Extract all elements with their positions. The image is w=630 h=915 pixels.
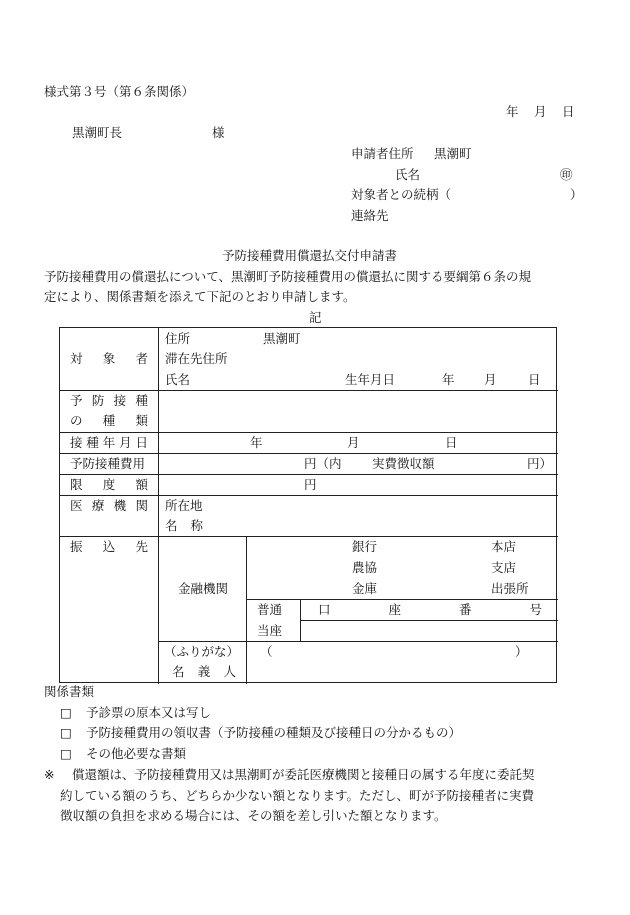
row-divider [60, 474, 558, 475]
subject-label: 対 象 者 [70, 351, 148, 366]
holder-paren-open: （ [260, 644, 273, 659]
column-divider [300, 599, 301, 641]
holder-paren-close: ） [515, 644, 528, 659]
actual-cost-label: 実費徴収額 [372, 456, 435, 471]
subject-birthdate-label: 生年月日 [345, 372, 396, 387]
vaccination-day: 日 [445, 435, 458, 450]
institution-name-label: 名 称 [165, 518, 203, 533]
row-divider [60, 536, 558, 537]
applicant-name-label: 氏名 [395, 167, 421, 182]
subject-stay-address-label: 滞在先住所 [165, 351, 228, 366]
applicant-address-value: 黒潮町 [434, 146, 472, 161]
contact-label: 連絡先 [351, 208, 389, 223]
subject-address-value: 黒潮町 [263, 331, 301, 346]
subject-birth-month: 月 [484, 372, 497, 387]
date-month: 月 [534, 104, 547, 119]
checkbox-1: □ [60, 705, 72, 720]
row-divider [300, 620, 558, 621]
note-line-2: 約している額のうち、どちらか少ない額となります。ただし、町が予防接種者に実費 [60, 788, 535, 803]
ki-mark: 記 [309, 310, 322, 325]
cost-yen: 円（内 [304, 456, 342, 471]
document-item-1: 予診票の原本又は写し [86, 705, 212, 720]
checkbox-3: □ [60, 746, 72, 761]
vaccine-type-label-line1: 予 防 接 種 [70, 393, 148, 408]
shiten-label: 支店 [491, 560, 517, 575]
honten-label: 本店 [491, 539, 517, 554]
vaccine-type-label-line2: の 種 類 [70, 413, 148, 428]
related-documents-title: 関係書類 [44, 684, 95, 699]
application-table [59, 327, 557, 683]
relation-close: ） [570, 187, 583, 202]
row-divider [60, 390, 558, 391]
kinko-label: 金庫 [352, 581, 378, 596]
shutchojo-label: 出張所 [491, 581, 529, 596]
limit-yen: 円 [304, 477, 317, 492]
vaccination-date-label: 接 種 年 月 日 [70, 435, 148, 450]
document-item-3: その他必要な書類 [86, 746, 187, 761]
bank-label: 銀行 [352, 539, 378, 554]
account-holder-label: 名 義 人 [172, 664, 236, 679]
cost-label: 予防接種費用 [70, 456, 146, 471]
limit-label: 限 度 額 [70, 477, 148, 492]
actual-cost-yen: 円） [527, 456, 553, 471]
row-divider [246, 599, 558, 600]
column-divider [158, 328, 159, 684]
subject-birth-day: 日 [528, 372, 541, 387]
vaccination-year: 年 [250, 435, 263, 450]
body-line-1: 予防接種費用の償還払について、黒潮町予防接種費用の償還払に関する要綱第６条の規 [44, 269, 532, 284]
body-line-2: 定により、関係書類を添えて下記のとおり申請します。 [44, 289, 356, 304]
checkbox-2: □ [60, 725, 72, 740]
applicant-address-label: 申請者住所 [351, 146, 414, 161]
furigana-label: （ふりがな） [164, 644, 240, 659]
seal-mark: ㊞ [560, 167, 573, 182]
addressee: 黒潮町長 [72, 125, 123, 140]
row-divider [158, 641, 558, 642]
note-mark: ※ [44, 767, 55, 782]
institution-label: 医 療 機 関 [70, 498, 148, 513]
relation-label: 対象者との続柄（ [351, 187, 452, 202]
form-number: 様式第３号（第６条関係） [44, 84, 195, 99]
date-year: 年 [506, 104, 519, 119]
toza-label: 当座 [257, 623, 283, 638]
document-title: 予防接種費用償還払交付申請書 [222, 248, 398, 263]
subject-name-label: 氏名 [165, 372, 191, 387]
note-line-3: 徴収額の負担を求める場合には、その額を差し引いた額となります。 [60, 808, 447, 823]
futsu-label: 普通 [257, 602, 283, 617]
transfer-label: 振 込 先 [70, 539, 148, 554]
honorific: 様 [212, 125, 225, 140]
account-number-label: 口 座 番 号 [318, 602, 542, 617]
vaccination-month: 月 [347, 435, 360, 450]
row-divider [60, 495, 558, 496]
row-divider [60, 432, 558, 433]
column-divider [246, 536, 247, 684]
document-item-2: 予防接種費用の領収書（予防接種の種類及び接種日の分かるもの） [86, 725, 462, 740]
nokyo-label: 農協 [352, 560, 378, 575]
subject-address-label: 住所 [165, 331, 191, 346]
institution-location-label: 所在地 [165, 498, 203, 513]
financial-institution-label: 金融機関 [178, 581, 229, 596]
note-line-1: 償還額は、予防接種費用又は黒潮町が委託医療機関と接種日の属する年度に委託契 [72, 767, 535, 782]
subject-birth-year: 年 [442, 372, 455, 387]
row-divider [60, 453, 558, 454]
date-day: 日 [562, 104, 575, 119]
